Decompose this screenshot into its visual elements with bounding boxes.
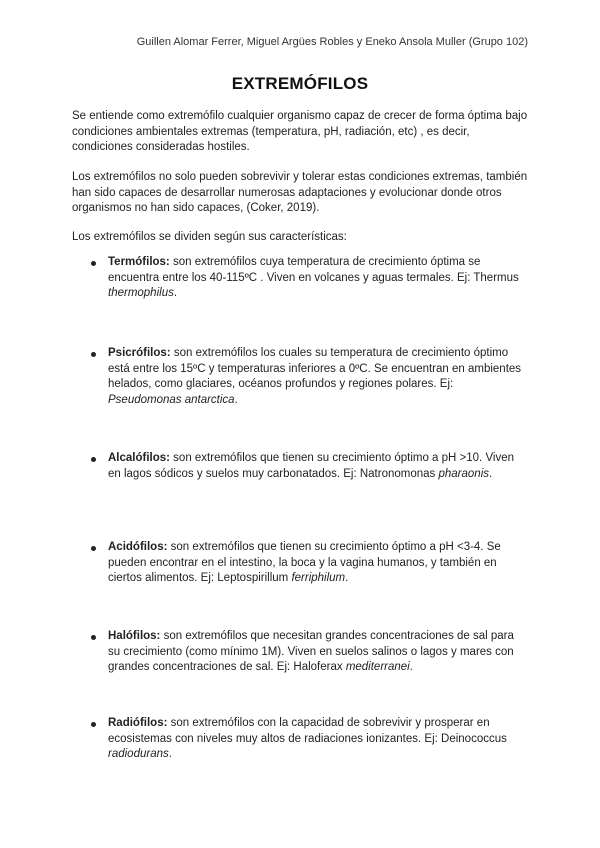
list-item-radiofilos xyxy=(108,716,528,763)
item-end: . xyxy=(345,572,349,585)
item-term: Halófilos: xyxy=(108,630,161,642)
item-term: Psicrófilos: xyxy=(108,347,171,359)
item-text: son extremófilos que necesitan grandes concentraciones de sal para su crecimiento (como mínimo 1M). Viven en suelos salinos o lagos y mares con grandes concentraciones de sal. Ej: Haloferax xyxy=(108,630,514,674)
item-end: . xyxy=(409,661,413,674)
item-species: Pseudomonas antarctica xyxy=(108,394,235,407)
item-species: radiodurans xyxy=(108,748,169,761)
list-item-termofilos xyxy=(108,255,528,302)
list-item-psicrofilos xyxy=(108,346,528,409)
bullet-icon xyxy=(91,635,96,640)
page-title: EXTREMÓFILOS xyxy=(231,74,369,93)
bullet-icon xyxy=(91,457,96,462)
list-item-halofilos xyxy=(108,629,528,676)
item-text: son extremófilos los cuales su temperatura de crecimiento óptimo está entre los 15ºC y temperaturas inferiores a 0ºC. Se encuentran en ambientes helados, como glaciares, océanos profundos y regiones polares. Ej: xyxy=(108,347,522,391)
item-species: mediterranei xyxy=(345,661,410,674)
bullet-icon xyxy=(91,261,96,266)
item-text: son extremófilos con la capacidad de sobrevivir y prosperar en ecosistemas con niveles muy altos de radiaciones ionizantes. Ej: Deinococcus xyxy=(108,717,507,745)
header-authors: Guillen Alomar Ferrer, Miguel Argües Robles y Eneko Ansola Muller (Grupo 102) xyxy=(136,36,528,48)
item-text: son extremófilos que tienen su crecimiento óptimo a pH >10. Viven en lagos sódicos y suelos muy carbonatados. Ej: Natronomonas xyxy=(108,452,515,480)
item-species: pharaonis xyxy=(438,467,490,480)
item-end: . xyxy=(173,287,178,300)
item-term: Termófilos: xyxy=(108,256,170,268)
item-text: son extremófilos que tienen su crecimiento óptimo a pH <3-4. Se pueden encontrar en el intestino, la boca y la vagina humanos, y también en ciertos alimentos. Ej: Leptospirillum xyxy=(108,541,501,585)
paragraph-adaptations: Los extremófilos no solo pueden sobrevivir y tolerar estas condiciones extremas, también han sido capaces de desarrollar numerosas adaptaciones y evolucionar donde otros organismos no han sido capaces, (Coker, 2019). xyxy=(72,171,528,215)
item-species: thermophilus xyxy=(108,287,174,300)
item-term: Radiófilos: xyxy=(108,717,168,729)
item-text: son extremófilos cuya temperatura de crecimiento óptima se encuentra entre los 40-115ºC . Viven en volcanes y aguas termales. Ej: Thermus xyxy=(108,256,519,284)
bullet-icon xyxy=(91,722,96,727)
bullet-icon xyxy=(91,352,96,357)
list-item-acidofilos xyxy=(108,540,528,587)
list-item-alcalofilos xyxy=(108,451,528,482)
item-end: . xyxy=(168,748,172,761)
item-term: Acidófilos: xyxy=(108,541,168,553)
item-end: . xyxy=(489,467,493,480)
item-species: ferriphilum xyxy=(291,572,346,585)
paragraph-classification-intro: Los extremófilos se dividen según sus características: xyxy=(72,231,347,243)
paragraph-definition: Se entiende como extremófilo cualquier organismo capaz de crecer de forma óptima bajo condiciones ambientales extremas (temperatura, pH, radiación, etc) , es decir, condiciones consideradas hostiles. xyxy=(72,110,528,154)
item-end: . xyxy=(234,394,238,407)
item-term: Alcalófilos: xyxy=(108,452,170,464)
bullet-icon xyxy=(91,546,96,551)
